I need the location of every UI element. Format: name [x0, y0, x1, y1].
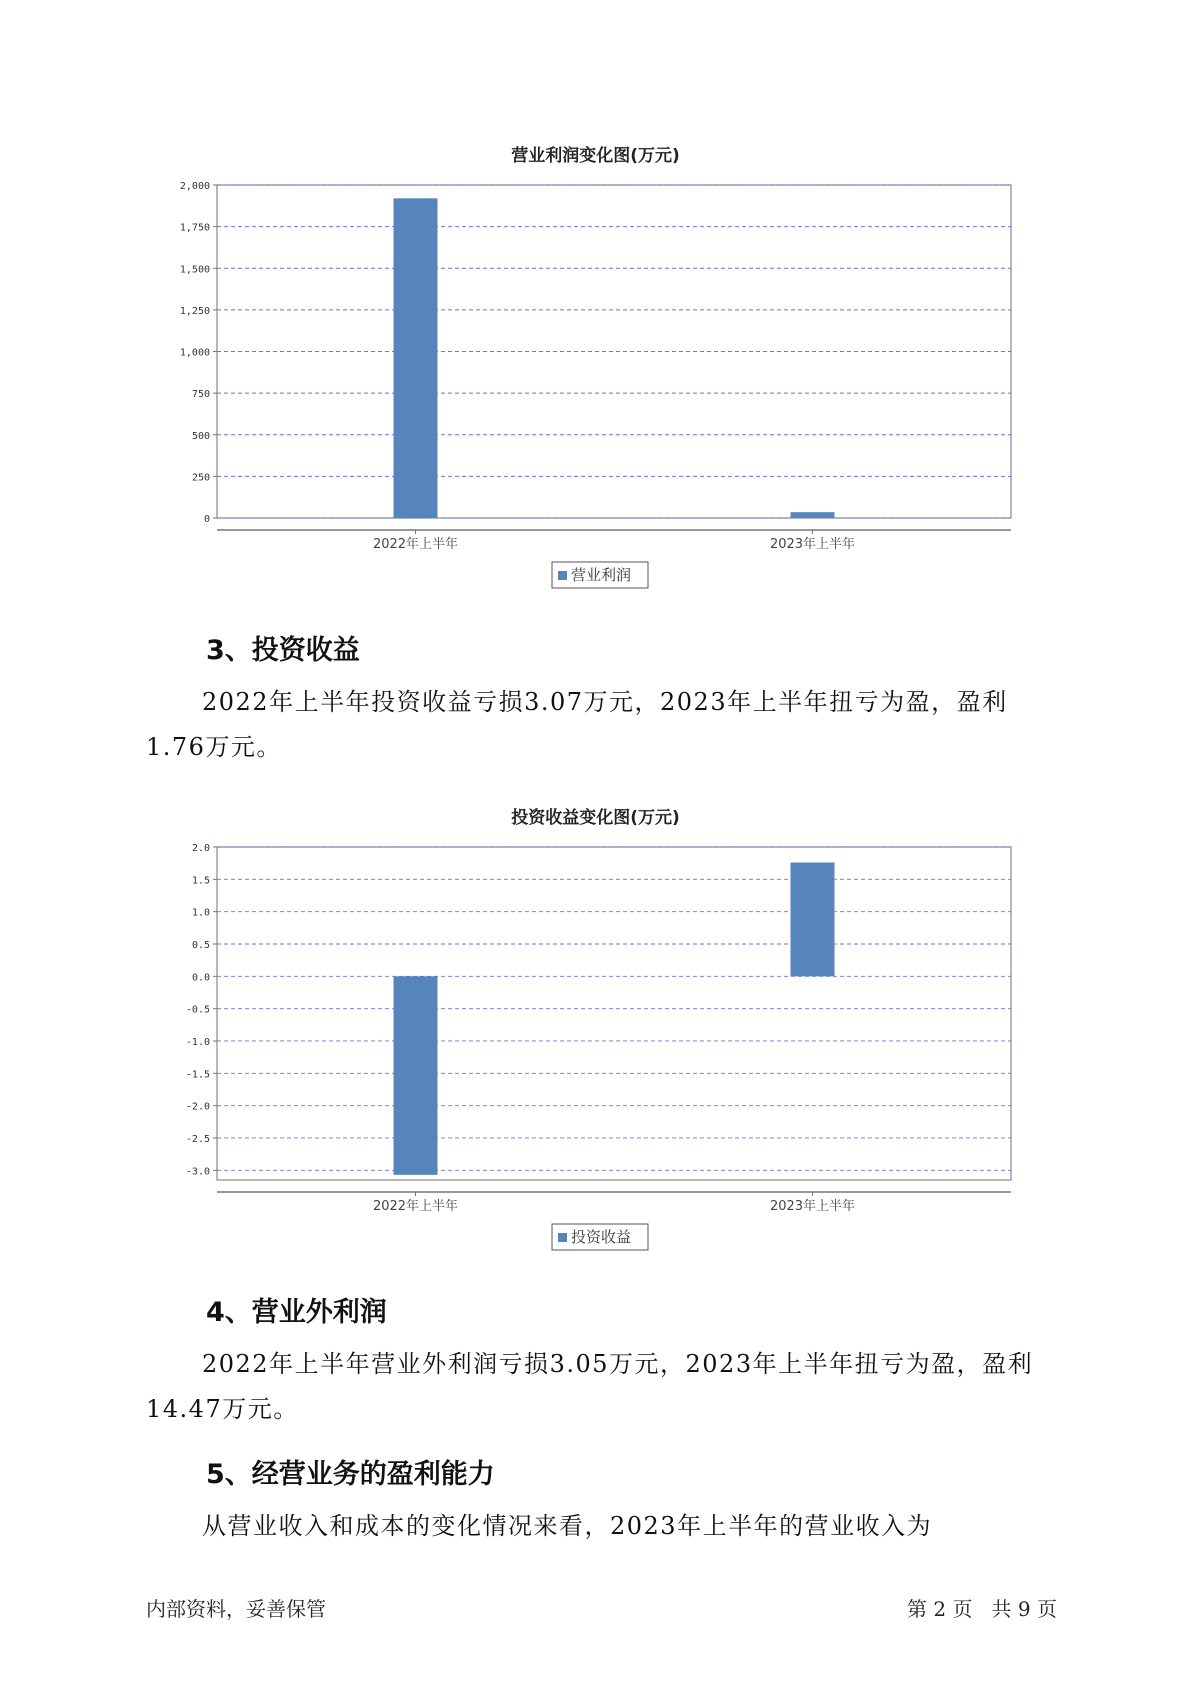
- x-tick-label: 2023年上半年: [769, 537, 856, 552]
- legend: [552, 562, 648, 588]
- y-tick-label: 1.0: [191, 907, 210, 919]
- plot-area: [217, 847, 1011, 1180]
- bar: [394, 198, 438, 518]
- heading-non-operating-profit: 4、营业外利润: [206, 1297, 387, 1328]
- y-tick-label: 0.0: [191, 972, 210, 984]
- footer-confidential-note: 内部资料，妥善保管: [146, 1597, 326, 1621]
- x-tick-label: 2023年上半年: [769, 1199, 856, 1214]
- y-tick-label: -1.5: [185, 1069, 210, 1081]
- legend-swatch: [558, 1233, 567, 1242]
- y-tick-label: 0: [203, 514, 210, 525]
- y-tick-label: -2.5: [185, 1133, 210, 1145]
- y-tick-label: -2.0: [185, 1101, 210, 1113]
- y-tick-label: 1,250: [179, 305, 210, 317]
- paragraph-business-profitability: 从营业收入和成本的变化情况来看，2023年上半年的营业收入为: [202, 1512, 933, 1540]
- investment-income-chart: [0, 832, 1191, 1252]
- y-tick-label: 1.5: [191, 875, 210, 887]
- x-tick-label: 2022年上半年: [372, 537, 459, 552]
- y-tick-label: 500: [191, 430, 210, 442]
- operating-profit-chart: [0, 170, 1191, 590]
- y-tick-label: 2.0: [191, 843, 210, 854]
- y-tick-label: 0.5: [191, 939, 210, 951]
- footer-page-number: 第 2 页 共 9 页: [907, 1597, 1057, 1621]
- y-tick-label: -3.0: [185, 1166, 210, 1178]
- legend: [552, 1224, 648, 1250]
- chart-title-investment-income: 投资收益变化图(万元): [511, 808, 680, 828]
- y-tick-label: 250: [191, 472, 210, 484]
- heading-investment-income: 3、投资收益: [206, 635, 360, 666]
- y-tick-label: -1.0: [185, 1036, 210, 1048]
- paragraph-investment-income: 2022年上半年投资收益亏损3.07万元，2023年上半年扭亏为盈，盈利1.76万元。: [146, 688, 1008, 761]
- heading-business-profitability: 5、经营业务的盈利能力: [206, 1459, 495, 1490]
- y-tick-label: 2,000: [179, 181, 210, 192]
- x-tick-label: 2022年上半年: [372, 1199, 459, 1214]
- y-tick-label: 1,000: [179, 347, 210, 359]
- y-tick-label: -0.5: [185, 1004, 210, 1016]
- y-tick-label: 1,500: [179, 264, 210, 276]
- y-tick-label: 750: [191, 389, 210, 401]
- legend-label: 营业利润: [571, 566, 632, 584]
- chart-title-operating-profit: 营业利润变化图(万元): [511, 146, 680, 166]
- legend-label: 投资收益: [571, 1228, 632, 1246]
- bar: [791, 512, 835, 518]
- legend-swatch: [558, 571, 567, 580]
- bar: [394, 976, 438, 1175]
- y-tick-label: 1,750: [179, 222, 210, 234]
- bar: [791, 863, 835, 977]
- paragraph-non-operating-profit: 2022年上半年营业外利润亏损3.05万元，2023年上半年扭亏为盈，盈利14.47万元。: [146, 1350, 1034, 1423]
